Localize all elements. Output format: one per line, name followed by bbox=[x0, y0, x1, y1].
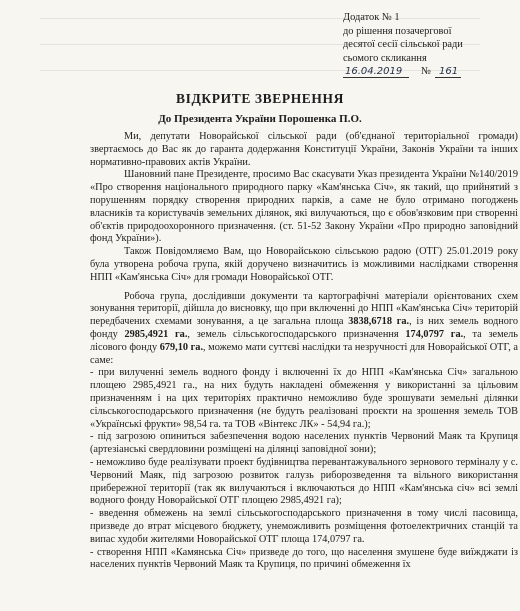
annex-date-row bbox=[343, 65, 513, 79]
text-run: , земель сільськогосподарського призначення bbox=[187, 328, 399, 340]
total-area: 3838,6718 га. bbox=[348, 316, 410, 328]
list-item: - при вилученні земель водного фонду і включенні їх до НПП «Кам'янська Січ» загальною площею 2985,4921 га., на них будуть накладені обмеження у використанні за цільовим призначенням і на цих територіях практично неможливо буде зрошувати земельні ділянки сільськогосподарського призначення (не будуть реалізовані проєкти на зрошення земель ТОВ «Українські фрукти» 98,54 га. та ТОВ «Вінтекс ЛК» - 54,94 га.); bbox=[90, 367, 518, 430]
paragraph: Також Повідомляємо Вам, що Новорайською сільською радою (ОТГ) 25.01.2019 року була утворена робоча група, якій доручено визначитись із можливими наслідками створення НПП «Кам'янська Січ» для громади Новорайської ОТГ. bbox=[90, 246, 518, 283]
list-item: - введення обмежень на землі сільськогосподарського призначення в тому числі пасовища, призведе до втрат місцевого бюджету, унеможливить розміщення фотоелектричних станцій та випас худоби жителями Новорайської ОТГ площа 174,0797 га. bbox=[90, 508, 518, 545]
document-title: ВІДКРИТЕ ЗВЕРНЕННЯ bbox=[176, 91, 344, 106]
addressee: До Президента України Порошенка П.О. bbox=[158, 113, 362, 125]
annex-line: сьомого скликання bbox=[343, 52, 427, 64]
water-area: 2985,4921 га. bbox=[124, 328, 188, 340]
annex-line: десятої сесії сільської ради bbox=[343, 39, 463, 51]
paragraph: Шановний пане Президенте, просимо Вас скасувати Указ президента України №140/2019 «Про створення національного природного парку «Кам'янська Січ», як такий, що прийнятий з порушенням порядку створення природних парків, а саме не було отримано погоджень власників та користувачів земельних ділянок, які вилучаються, що є обов'язковим при створенні об'єктів природоохоронного призначення. (ст. 51-52 Закону України «Про природно заповідний фонд України»). bbox=[90, 169, 518, 245]
text-run: , та земель лісового фонду bbox=[90, 328, 519, 353]
list-item: - під загрозою опиниться забезпечення водою населених пунктів Червоний Маяк та Крупиця (артезіанські свердловини розміщені на ділянці заповідної зони); bbox=[90, 431, 518, 456]
text-run: , із них земель водного фонду bbox=[90, 316, 518, 340]
number-label: № bbox=[421, 66, 431, 78]
annex-block bbox=[343, 11, 513, 79]
paragraph: Ми, депутати Новорайської сільської ради (об'єднаної територіальної громади) звертаємось до Вас як до гаранта додержання Конституції України, Законів України та інших нормативно-правових актів України. bbox=[90, 131, 518, 168]
list-item: - створення НПП «Камянська Січ» призведе до того, що населення змушене буде виїжджати із населених пунктів Червоний Маяк та Крупиця, по причині обмеження їх bbox=[90, 546, 518, 571]
annex-line: до рішення позачергової bbox=[343, 25, 452, 37]
text-run: Робоча група, дослідивши документи та картографічні матеріали орієнтованих схем зонування території, дійшла до висновку, що при включенні до НПП «Кам'янська Січ» територій передбачених схемами зонування, а це загальна площа bbox=[90, 290, 518, 328]
handwritten-date: 16.04.2019 bbox=[345, 66, 403, 78]
annex-title: Додаток № 1 bbox=[343, 12, 400, 23]
forest-area: 679,10 га. bbox=[159, 341, 204, 353]
handwritten-number: 161 bbox=[439, 66, 459, 78]
agri-area: 174,0797 га. bbox=[405, 328, 464, 340]
list-item: - неможливо буде реалізувати проект будівництва перевантажувального зернового терміналу у с. Червоний Маяк, під загрозою розвиток галузь риборозведення та вільного використання прибережної території (так як вилучаються і включаються до НПП «Кам'янська січ» всі землі водного фонду Новорайської ОТГ площею 2985,4921 га); bbox=[90, 456, 518, 507]
paragraph bbox=[90, 291, 518, 368]
text-run: , можемо мати суттєві наслідки та незручності для Новорайської ОТГ, а саме: bbox=[90, 341, 518, 366]
document-body bbox=[90, 131, 518, 572]
